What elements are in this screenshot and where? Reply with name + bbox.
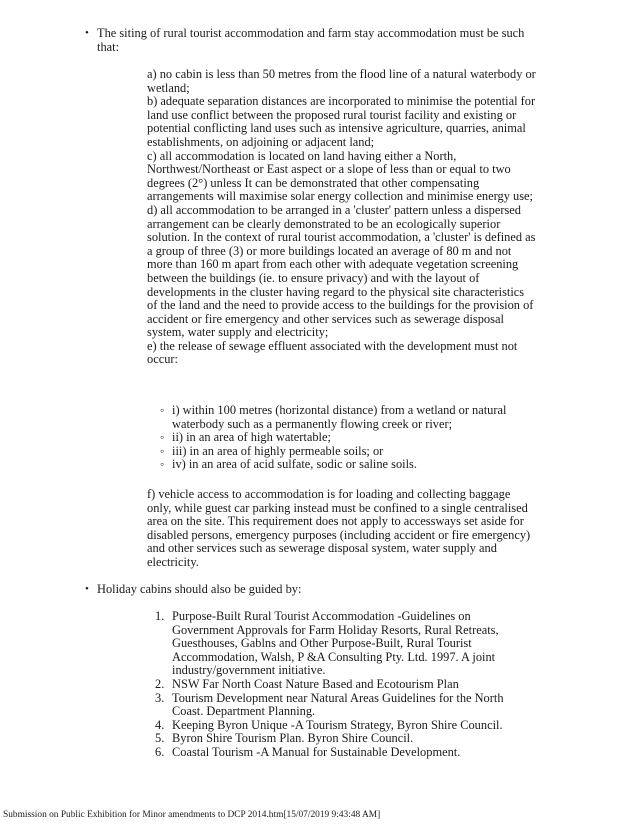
guide-item: 3. Tourism Development near Natural Areas Guidelines for the North Coast. Department Planning.	[155, 690, 504, 719]
guide-item: 5. Byron Shire Tourism Plan. Byron Shire Council.	[155, 731, 414, 746]
criterion-e: e) the release of sewage effluent associated with the development must not occur:	[147, 338, 518, 367]
bullet-siting	[85, 26, 549, 54]
holiday-intro-text: Holiday cabins should also be guided by:	[97, 582, 302, 596]
guides-list	[155, 610, 535, 760]
sewage-item: ◦ iv) in an area of acid sulfate, sodic or saline soils.	[160, 458, 520, 472]
sewage-list	[160, 404, 520, 472]
guide-item: 4. Keeping Byron Unique -A Tourism Strategy, Byron Shire Council.	[155, 717, 503, 732]
criterion-a: a) no cabin is less than 50 metres from the flood line of a natural waterbody or wetland;	[147, 67, 536, 95]
siting-intro-text: The siting of rural tourist accommodation and farm stay accommodation must be such that:	[97, 26, 525, 54]
bullet-holiday	[85, 582, 549, 597]
bullet-icon: •	[85, 583, 89, 595]
sewage-item: ◦ i) within 100 metres (horizontal distance) from a wetland or natural waterbody such as a permanently flowing creek or river;	[160, 404, 520, 431]
criterion-c: c) all accommodation is located on land having either a North, Northwest/Northeast or East aspect or a slope of less than or equal to two degrees (2°) unless It can be demonstrated that other compensating arrangements will maximise solar energy collection and minimise energy use;	[147, 148, 533, 204]
guide-item: 6. Coastal Tourism -A Manual for Sustainable Development.	[155, 744, 461, 759]
sewage-item: ◦ iii) in an area of highly permeable soils; or	[160, 445, 520, 459]
criterion-b: b) adequate separation distances are incorporated to minimise the potential for land use conflict between the proposed rural tourist facility and existing or potential conflicting land uses such as intensive agriculture, quarries, animal establishments, on adjoining or adjacent land;	[147, 94, 536, 149]
criteria-block	[147, 68, 537, 367]
criterion-f: f) vehicle access to accommodation is for loading and collecting baggage only, while guest car parking instead must be confined to a single centralised area on the site. This requirement does not apply to accessways set aside for disabled persons, emergency purposes (including accident or fire emergency) and other services such as sewerage disposal system, water supply and electricity.	[147, 487, 531, 569]
guide-item: 2. NSW Far North Coast Nature Based and Ecotourism Plan	[155, 676, 459, 691]
criterion-d: d) all accommodation to be arranged in a 'cluster' pattern unless a dispersed arrangement can be clearly demonstrated to be an ecologically superior solution. In the context of rural tourist accommodation, a 'cluster' is defined as a group of three (3) or more buildings located an average of 80 m and not more than 160 m apart from each other with adequate vegetation screening between the buildings (ie. to ensure privacy) and with the layout of developments in the cluster having regard to the physical site characteristics of the land and the need to provide access to the buildings for the provision of accident or fire emergency and other services such as sewerage disposal system, water supply and electricity;	[147, 202, 536, 340]
bullet-icon: •	[85, 27, 89, 39]
guide-item: 1. Purpose-Built Rural Tourist Accommodation -Guidelines on Government Approvals for Farm Holiday Resorts, Rural Retreats, Guesthouses, Gablns and Other Purpose-Built, Rural Tourist Accommodation, Walsh, P &A Consulting Pty. Ltd. 1997. A joint industry/government initiative.	[155, 609, 499, 678]
vehicle-access-block	[147, 488, 537, 570]
sewage-item: ◦ ii) in an area of high watertable;	[160, 431, 520, 445]
page-footer: Submission on Public Exhibition for Minor amendments to DCP 2014.htm[15/07/2019 9:43:48 AM]	[3, 810, 381, 820]
